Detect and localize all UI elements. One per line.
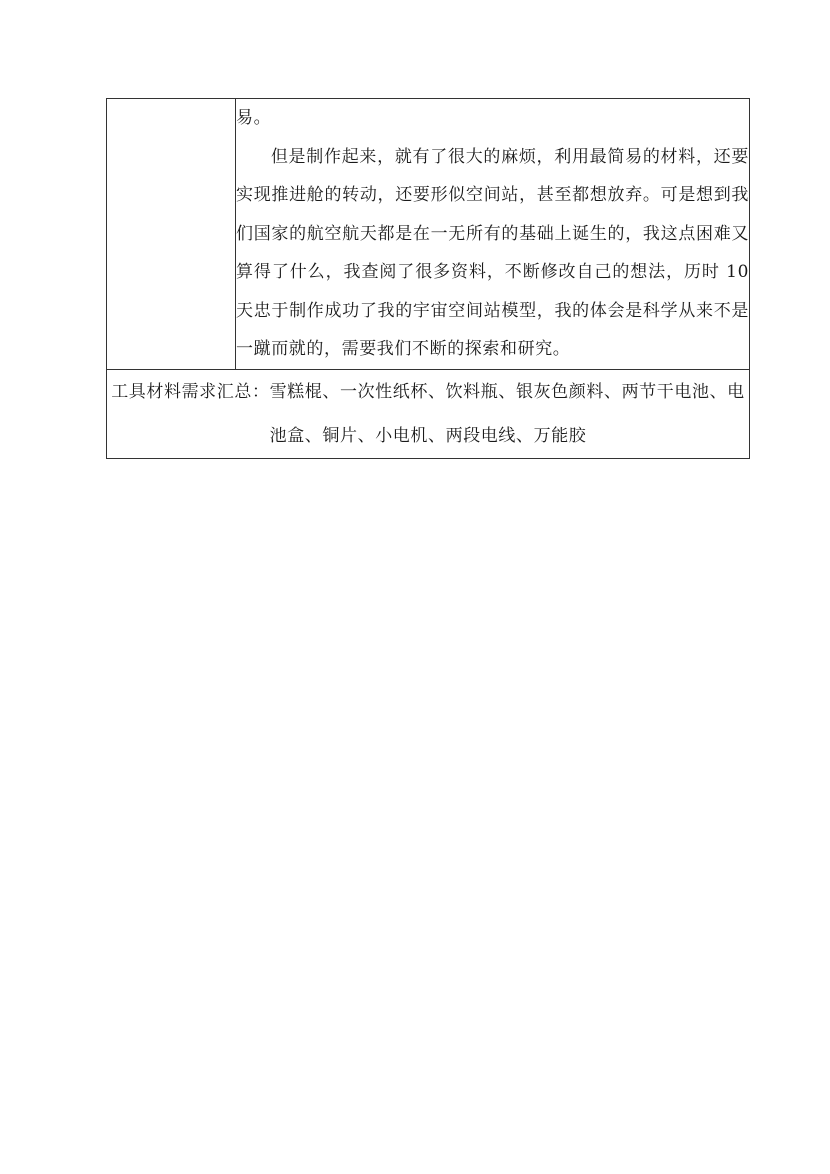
table-row-summary: [107, 369, 750, 458]
paragraph-continuation: 易。: [236, 108, 272, 128]
table-content-cell: [236, 99, 750, 370]
materials-summary-text: 工具材料需求汇总：雪糕棍、一次性纸杯、饮料瓶、银灰色颜料、两节干电池、电池盒、铜片、小电机、两段电线、万能胶: [111, 381, 745, 446]
content-table: [106, 98, 750, 459]
table-row: [107, 99, 750, 370]
table-label-cell: [107, 99, 236, 370]
paragraph-body: 但是制作起来，就有了很大的麻烦，利用最简易的材料，还要实现推进舱的转动，还要形似空间站，甚至都想放弃。可是想到我们国家的航空航天都是在一无所有的基础上诞生的，我这点困难又算得了什么，我查阅了很多资料，不断修改自己的想法，历时 10 天忠于制作成功了我的宇宙空间站模型，我的体会是科学从来不是一蹴而就的，需要我们不断的探索和研究。: [236, 146, 749, 359]
materials-summary-cell: [107, 369, 750, 458]
